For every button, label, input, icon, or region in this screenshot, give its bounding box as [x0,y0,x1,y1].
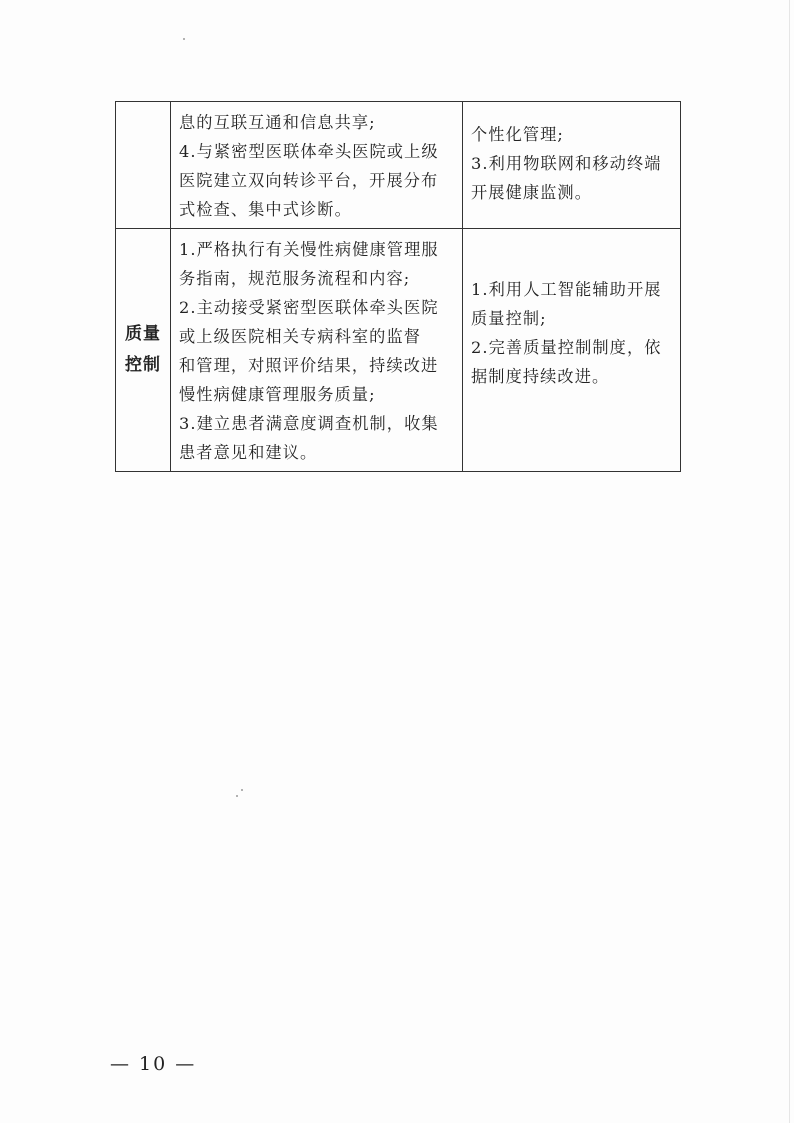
table-row [116,229,681,472]
page-number: — 10 — [110,1053,197,1075]
advanced-line: 个性化管理; [471,125,564,144]
requirement-line: 3.建立患者满意度调查机制，收集 [179,414,439,433]
requirement-line: 2.主动接受紧密型医联体牵头医院 [179,298,439,317]
requirement-line: 1.严格执行有关慢性病健康管理服 [179,240,439,259]
requirement-line: 慢性病健康管理服务质量; [179,385,376,404]
advanced-cell [463,102,681,229]
row-label-cell [116,229,171,472]
requirement-line: 务指南，规范服务流程和内容; [179,269,411,288]
advanced-cell [463,229,681,472]
advanced-line: 3.利用物联网和移动终端 [471,154,662,173]
scan-edge-line [789,0,790,1123]
advanced-line: 2.完善质量控制制度，依 [471,338,662,357]
row-label-quality-control: 质量控制 [125,324,161,375]
row-label-cell [116,102,171,229]
advanced-line: 质量控制; [471,309,547,328]
requirement-line: 4.与紧密型医联体牵头医院或上级 [179,142,439,161]
advanced-line: 据制度持续改进。 [471,367,610,386]
requirement-line: 息的互联互通和信息共享; [179,113,376,132]
scan-speck [241,789,243,791]
table-row [116,102,681,229]
requirement-line: 或上级医院相关专病科室的监督 [179,327,422,346]
requirements-cell [171,102,463,229]
requirements-cell [171,229,463,472]
advanced-line: 开展健康监测。 [471,183,593,202]
advanced-line: 1.利用人工智能辅助开展 [471,280,662,299]
requirement-line: 医院建立双向转诊平台，开展分布 [179,171,439,190]
requirement-line: 患者意见和建议。 [179,443,318,462]
standards-table [115,101,681,472]
requirement-line: 和管理，对照评价结果，持续改进 [179,356,439,375]
scan-speck [183,38,185,40]
requirement-line: 式检查、集中式诊断。 [179,200,352,219]
scan-speck [236,795,238,797]
